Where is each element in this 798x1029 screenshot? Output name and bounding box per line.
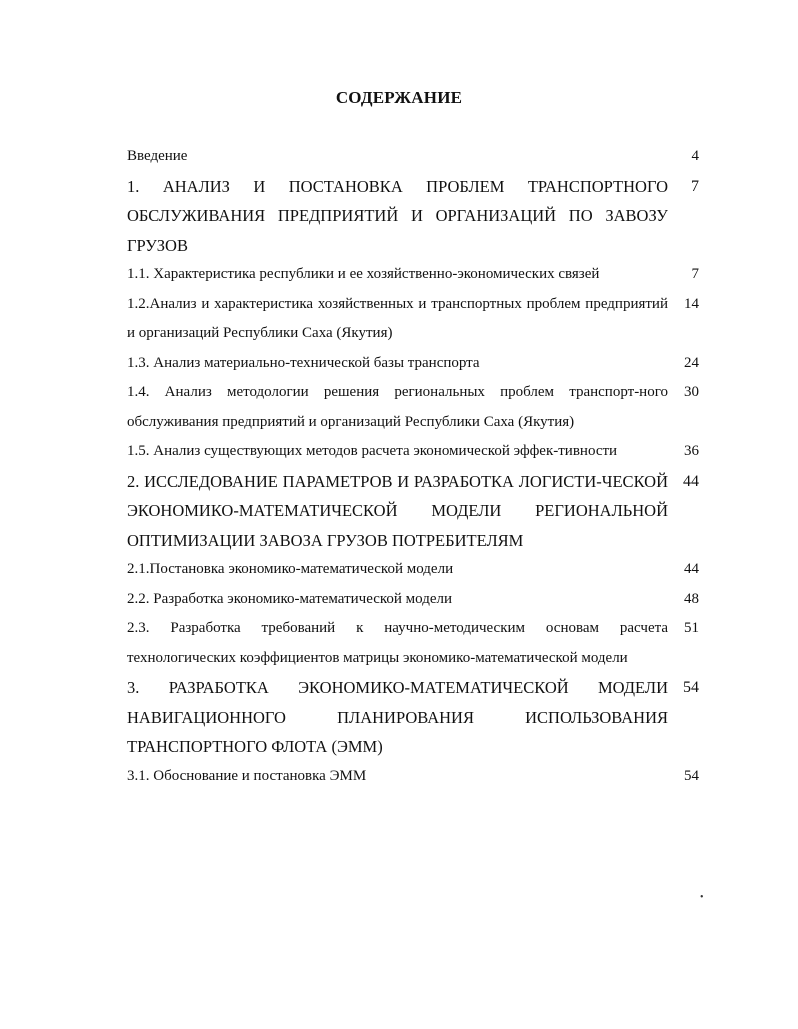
toc-entry-page: 4 — [691, 148, 699, 164]
toc-entry-text: 3.1. Обоснование и постановка ЭММ — [127, 767, 367, 784]
scan-speck-mark: • — [700, 892, 704, 903]
toc-entry-text: 3. РАЗРАБОТКА ЭКОНОМИКО-МАТЕМАТИЧЕСКОЙ МОДЕЛИ НАВИГАЦИОННОГО ПЛАНИРОВАНИЯ ИСПОЛЬЗОВАНИЯ ТРАНСПОРТНОГО ФЛОТА (ЭММ) — [127, 678, 668, 756]
toc-entry-chapter-1 — [127, 172, 699, 261]
toc-entry-page: 36 — [684, 443, 699, 459]
toc-entry-page: 44 — [684, 561, 699, 577]
toc-entry-section-1-1 — [127, 260, 699, 290]
toc-entry-section-1-5 — [127, 437, 699, 467]
page-title: СОДЕРЖАНИЕ — [335, 88, 463, 107]
toc-entry-text: 1.4. Анализ методологии решения региональных проблем транспорт-ного обслуживания предприятий и организаций Республики Саха (Якутия) — [127, 384, 668, 430]
toc-entry-text: 1.1. Характеристика республики и ее хозяйственно-экономических связей — [127, 266, 600, 282]
toc-entry-text: 1.3. Анализ материально-технической базы транспорта — [127, 354, 480, 371]
toc-entry-section-1-3 — [127, 349, 699, 379]
toc-entry-section-2-3 — [127, 614, 699, 673]
toc-entry-text: Введение — [127, 148, 188, 164]
toc-entry-page: 7 — [691, 177, 699, 195]
toc-entry-page: 7 — [691, 266, 699, 282]
toc-entry-text: 2.2. Разработка экономико-математической модели — [127, 590, 453, 607]
toc-entry-text: 2. ИССЛЕДОВАНИЕ ПАРАМЕТРОВ И РАЗРАБОТКА ЛОГИСТИ-ЧЕСКОЙ ЭКОНОМИКО-МАТЕМАТИЧЕСКОЙ МОДЕЛИ РЕГИОНАЛЬНОЙ ОПТИМИЗАЦИИ ЗАВОЗА ГРУЗОВ ПОТРЕБИТЕЛЯМ — [127, 471, 668, 550]
toc-entry-page: 51 — [684, 620, 699, 636]
toc-entry-chapter-3 — [127, 673, 699, 762]
table-of-contents — [127, 142, 699, 791]
toc-entry-page: 54 — [684, 767, 699, 784]
toc-entry-chapter-2 — [127, 467, 699, 556]
toc-entry-text: 1. АНАЛИЗ И ПОСТАНОВКА ПРОБЛЕМ ТРАНСПОРТНОГО ОБСЛУЖИВАНИЯ ПРЕДПРИЯТИЙ И ОРГАНИЗАЦИЙ ПО ЗАВОЗУ ГРУЗОВ — [127, 176, 668, 255]
toc-entry-text: 2.1.Постановка экономико-математической модели — [127, 561, 454, 577]
toc-entry-text: 1.5. Анализ существующих методов расчета экономической эффек-тивности — [127, 443, 618, 459]
toc-entry-section-1-2 — [127, 290, 699, 349]
toc-entry-page: 48 — [684, 590, 699, 607]
toc-entry-page: 44 — [683, 472, 699, 490]
toc-entry-section-1-4 — [127, 378, 699, 437]
toc-entry-page: 30 — [684, 384, 699, 400]
toc-entry-section-3-1 — [127, 762, 699, 792]
toc-entry-section-2-1 — [127, 555, 699, 585]
toc-entry-page: 54 — [683, 679, 699, 696]
toc-entry-text: 2.3. Разработка требований к научно-методическим основам расчета технологических коэффициентов матрицы экономико-математической модели — [127, 620, 668, 666]
toc-entry-page: 14 — [684, 295, 699, 312]
toc-entry-section-2-2 — [127, 585, 699, 615]
toc-entry-page: 24 — [684, 354, 699, 371]
toc-entry-introduction — [127, 142, 699, 172]
toc-entry-text: 1.2.Анализ и характеристика хозяйственных и транспортных проблем предприятий и организаций Республики Саха (Якутия) — [127, 295, 668, 341]
